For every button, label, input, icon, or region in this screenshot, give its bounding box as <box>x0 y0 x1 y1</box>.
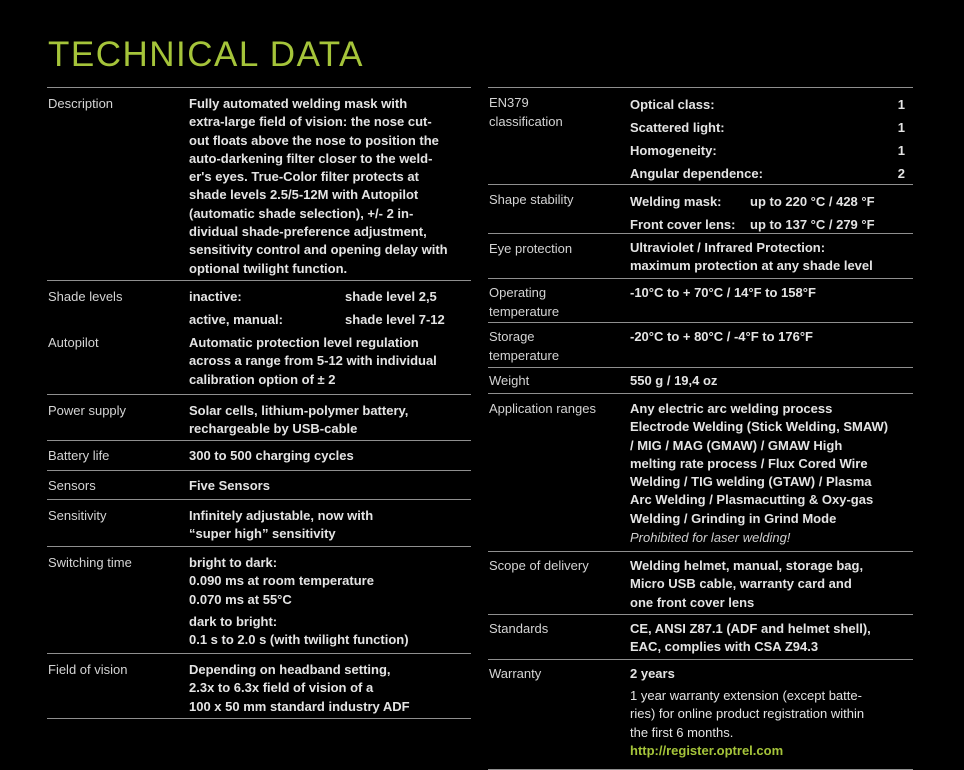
spec-value <box>630 239 915 276</box>
text-line: Arc Welding / Plasmacutting & Oxy-gas <box>630 492 874 508</box>
spec-value: -10°C to + 70°C / 14°F to 158°F <box>630 285 816 300</box>
spec-row-sensitivity <box>47 499 471 546</box>
text-line: Welding / Grinding in Grind Mode <box>630 510 837 526</box>
text-line: 0.090 ms at room temperature <box>189 573 374 589</box>
en379-item <box>630 93 915 116</box>
text-line: EAC, complies with CSA Z94.3 <box>630 639 819 655</box>
spec-label: Standards <box>489 621 549 636</box>
text-line: auto-darkening filter closer to the weld- <box>189 150 433 166</box>
text-line: rechargeable by USB-cable <box>189 421 358 437</box>
text-line: Welding helmet, manual, storage bag, <box>630 558 864 573</box>
spec-row-power-supply <box>47 394 471 440</box>
text-line: er's eyes. True-Color filter protects at <box>189 169 419 185</box>
pair-key: Welding mask: <box>630 194 722 209</box>
spec-value <box>630 190 915 236</box>
spec-row-storage-temperature <box>488 322 913 367</box>
laser-warning-note: Prohibited for laser welding! <box>630 530 791 545</box>
spec-label: Switching time <box>48 555 132 570</box>
spec-value <box>630 400 915 528</box>
spec-value: 550 g / 19,4 oz <box>630 373 718 388</box>
text-line: ries) for online product registration within <box>630 706 865 722</box>
spec-row-shape-stability <box>488 184 913 233</box>
spec-value: 2 years <box>630 666 675 681</box>
pair-key: Scattered light: <box>630 120 725 135</box>
shape-mask <box>630 190 915 213</box>
pair-value: up to 220 °C / 428 °F <box>750 194 875 209</box>
label-line: temperature <box>489 347 560 363</box>
spec-label: Autopilot <box>48 335 99 350</box>
text-line: / MIG / MAG (GMAW) / GMAW High <box>630 437 843 453</box>
pair-key: Front cover lens: <box>630 217 736 232</box>
label-line: Operating <box>489 285 547 300</box>
spec-row-warranty <box>488 659 913 770</box>
text-line: dark to bright: <box>189 614 278 629</box>
spec-row-standards <box>488 614 913 659</box>
left-spec-column <box>47 87 471 719</box>
text-line: Automatic protection level regulation <box>189 335 419 350</box>
pair-value: up to 137 °C / 279 °F <box>750 217 875 232</box>
spec-label: Application ranges <box>489 401 596 416</box>
pair-value: shade level 2,5 <box>345 289 437 304</box>
spec-label: Battery life <box>48 448 110 463</box>
spec-row-field-of-vision <box>47 653 471 719</box>
spec-value: -20°C to + 80°C / -4°F to 176°F <box>630 329 813 344</box>
en379-item <box>630 139 915 162</box>
spec-row-shade-levels <box>47 280 471 394</box>
right-spec-column <box>488 87 913 770</box>
spec-value <box>189 95 473 278</box>
shade-active <box>189 311 473 329</box>
text-line: 100 x 50 mm standard industry ADF <box>189 698 410 714</box>
spec-value <box>630 620 915 657</box>
spec-value <box>189 661 473 716</box>
text-line: CE, ANSI Z87.1 (ADF and helmet shell), <box>630 621 871 636</box>
spec-value <box>189 288 473 306</box>
spec-value: 300 to 500 charging cycles <box>189 448 354 463</box>
text-line: “super high” sensitivity <box>189 526 336 542</box>
spec-label: Scope of delivery <box>489 558 589 573</box>
spec-row-weight <box>488 367 913 393</box>
text-line: melting rate process / Flux Cored Wire <box>630 455 868 471</box>
text-line: calibration option of ± 2 <box>189 371 336 387</box>
spec-label: Eye protection <box>489 241 573 256</box>
text-line: Ultraviolet / Infrared Protection: <box>630 240 826 255</box>
text-line: Electrode Welding (Stick Welding, SMAW) <box>630 419 889 435</box>
spec-label: Power supply <box>48 403 127 418</box>
spec-label: Sensitivity <box>48 508 107 523</box>
spec-label: Weight <box>489 373 530 388</box>
spec-label: Shade levels <box>48 289 123 304</box>
spec-value <box>630 93 915 185</box>
text-line: maximum protection at any shade level <box>630 258 873 274</box>
pair-key: active, manual: <box>189 312 283 327</box>
spec-label: Warranty <box>489 666 542 681</box>
spec-row-battery-life <box>47 440 471 470</box>
spec-value <box>189 334 473 389</box>
text-line: Fully automated welding mask with <box>189 96 408 111</box>
spec-value: Five Sensors <box>189 478 270 493</box>
spec-row-eye-protection <box>488 233 913 278</box>
text-line: extra-large field of vision: the nose cut- <box>189 114 432 130</box>
label-line: temperature <box>489 303 560 319</box>
text-line: Welding / TIG welding (GTAW) / Plasma <box>630 474 872 490</box>
label-line: Storage <box>489 329 535 344</box>
spec-label <box>489 328 559 365</box>
text-line: Micro USB cable, warranty card and <box>630 576 852 592</box>
spec-label: Description <box>48 96 114 111</box>
text-line: Depending on headband setting, <box>189 662 391 677</box>
pair-key: inactive: <box>189 289 242 304</box>
registration-link[interactable]: http://register.optrel.com <box>630 743 784 758</box>
spec-row-en379 <box>488 87 913 184</box>
text-line: shade levels 2.5/5-12M with Autopilot <box>189 187 419 203</box>
spec-row-description <box>47 87 471 280</box>
spec-value <box>189 507 473 544</box>
page-title: TECHNICAL DATA <box>48 35 364 74</box>
spec-value <box>189 311 473 329</box>
spec-row-application-ranges <box>488 393 913 551</box>
text-line: optional twilight function. <box>189 260 348 276</box>
pair-value: 2 <box>897 166 905 181</box>
text-line: 0.1 s to 2.0 s (with twilight function) <box>189 632 409 648</box>
en379-item <box>630 116 915 139</box>
pair-key: Angular dependence: <box>630 166 763 181</box>
label-line: EN379 <box>489 95 529 110</box>
shade-inactive <box>189 288 473 306</box>
text-line: 2.3x to 6.3x field of vision of a <box>189 680 374 696</box>
pair-key: Optical class: <box>630 97 715 112</box>
spec-value <box>630 557 915 612</box>
spec-label: Field of vision <box>48 662 128 677</box>
pair-value: shade level 7-12 <box>345 312 445 327</box>
text-line: 1 year warranty extension (except batte- <box>630 688 862 703</box>
spec-row-operating-temperature <box>488 278 913 322</box>
label-line: classification <box>489 113 563 129</box>
en379-item <box>630 162 915 185</box>
pair-value: 1 <box>897 120 905 135</box>
spec-label <box>489 94 563 131</box>
spec-row-scope-of-delivery <box>488 551 913 614</box>
warranty-extension-text <box>630 687 915 742</box>
spec-label: Shape stability <box>489 192 574 207</box>
text-line: bright to dark: <box>189 555 278 570</box>
text-line: 0.070 ms at 55°C <box>189 591 292 607</box>
pair-value: 1 <box>897 97 905 112</box>
text-line: Any electric arc welding process <box>630 401 833 416</box>
text-line: one front cover lens <box>630 594 755 610</box>
spec-value <box>189 613 473 650</box>
text-line: out floats above the nose to position the <box>189 132 439 148</box>
text-line: Infinitely adjustable, now with <box>189 508 374 523</box>
spec-row-sensors <box>47 470 471 499</box>
spec-label: Sensors <box>48 478 96 493</box>
text-line: across a range from 5-12 with individual <box>189 353 437 369</box>
spec-row-switching-time <box>47 546 471 653</box>
text-line: sensitivity control and opening delay with <box>189 242 448 258</box>
spec-value <box>189 402 473 439</box>
text-line: the first 6 months. <box>630 724 734 740</box>
text-line: Solar cells, lithium-polymer battery, <box>189 403 409 418</box>
pair-value: 1 <box>897 143 905 158</box>
pair-key: Homogeneity: <box>630 143 717 158</box>
spec-value <box>189 554 473 609</box>
text-line: (automatic shade selection), +/- 2 in- <box>189 205 414 221</box>
spec-label <box>489 284 559 321</box>
text-line: dividual shade-preference adjustment, <box>189 224 427 240</box>
